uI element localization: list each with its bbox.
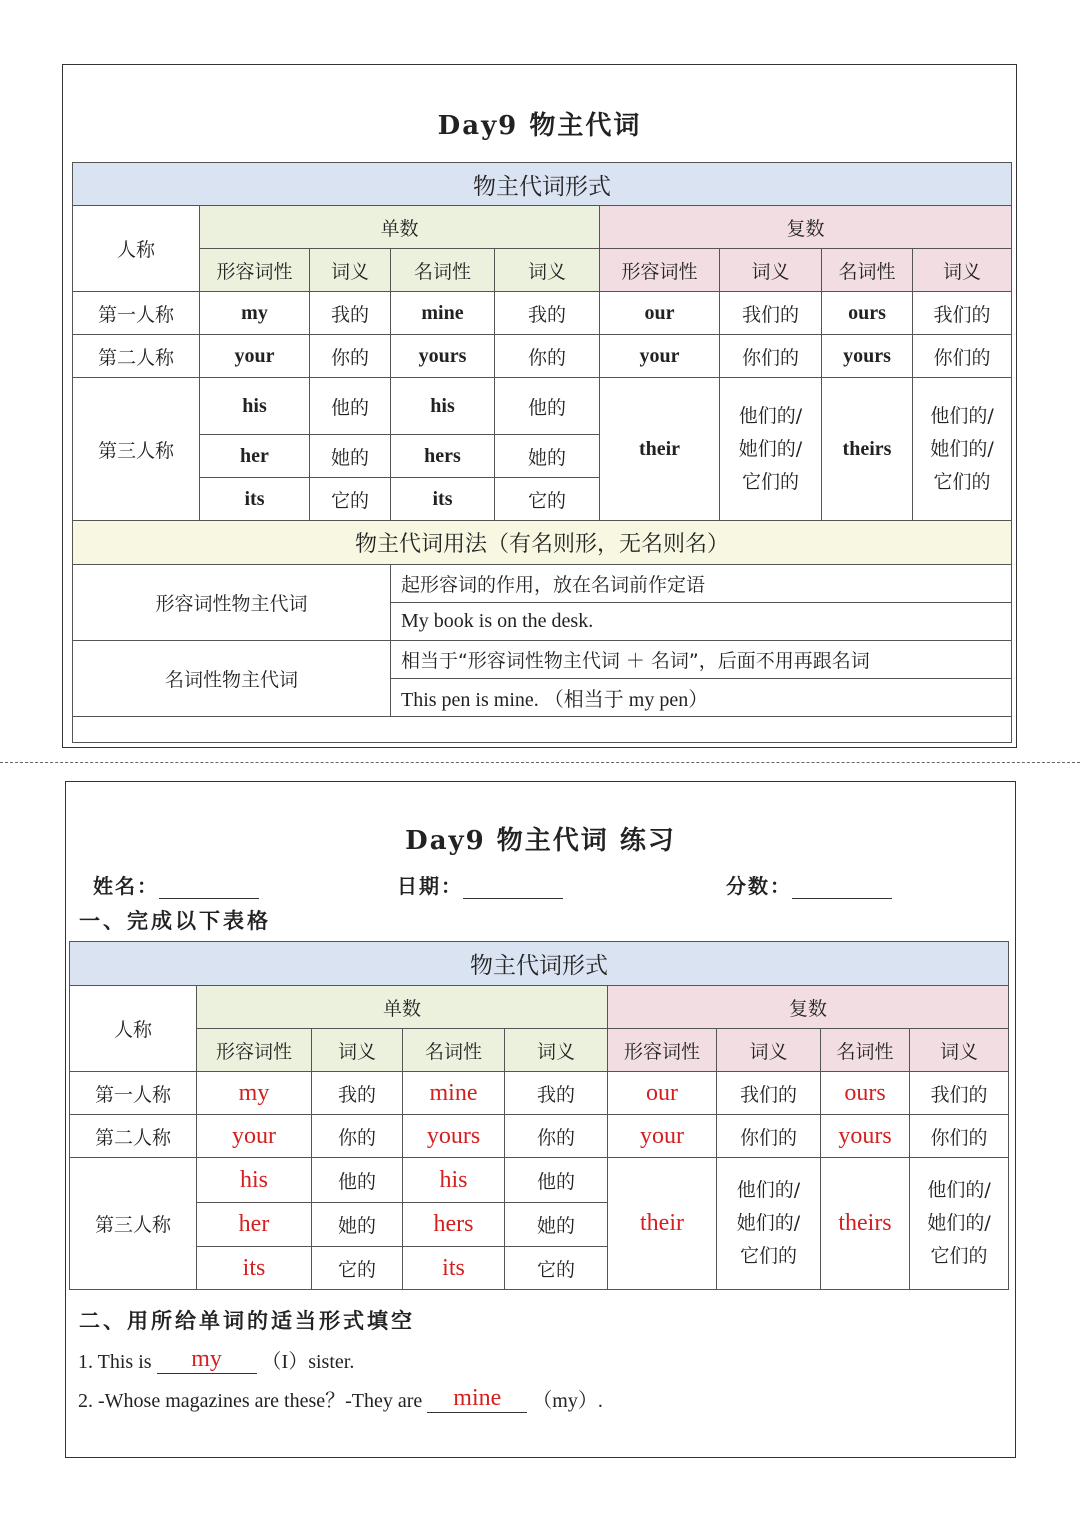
usage-label: 形容词性物主代词 (73, 565, 391, 641)
answer-blank[interactable] (157, 1346, 257, 1374)
usage-line: My book is on the desk. (391, 603, 1012, 641)
person-cell: 第二人称 (73, 335, 200, 378)
person-header: 人称 (70, 986, 197, 1072)
subhead: 名词性 (821, 1029, 910, 1072)
person-cell: 第三人称 (73, 378, 200, 521)
meaning-cell: 他们的/ 她们的/ 它们的 (717, 1158, 821, 1290)
reference-card (62, 64, 1017, 748)
meaning-cell: 它的 (312, 1247, 403, 1290)
question-text: 2. -Whose magazines are these？-They are (78, 1390, 428, 1412)
pronoun-cell: hers (391, 435, 495, 478)
pronoun-cell: her (200, 435, 310, 478)
date-field (397, 870, 563, 899)
meaning-cell: 它的 (505, 1247, 608, 1290)
pronoun-cell: yours (822, 335, 913, 378)
usage-label: 名词性物主代词 (73, 641, 391, 717)
question-1 (78, 1345, 354, 1374)
answer-text: my (191, 1346, 222, 1372)
table-row (70, 1158, 1009, 1203)
table-row (70, 1115, 1009, 1158)
question-text: （my）. (527, 1390, 603, 1412)
pronoun-cell: their (600, 378, 720, 521)
table-row (73, 292, 1012, 335)
meaning-cell: 我们的 (720, 292, 822, 335)
usage-line: 起形容词的作用，放在名词前作定语 (391, 565, 1012, 603)
meaning-cell: 我的 (312, 1072, 403, 1115)
name-field (93, 870, 259, 899)
card-title: Day9 物主代词 练习 (405, 826, 676, 856)
date-input[interactable] (463, 878, 563, 899)
table-row (70, 1072, 1009, 1115)
answer-cell[interactable]: its (403, 1247, 505, 1290)
meaning-cell: 你们的 (720, 335, 822, 378)
pronoun-cell: my (200, 292, 310, 335)
question-text: （I）sister. (256, 1351, 355, 1373)
answer-cell[interactable]: our (608, 1072, 717, 1115)
subhead: 词义 (910, 1029, 1009, 1072)
meaning-cell: 我的 (495, 292, 600, 335)
answer-cell[interactable]: yours (821, 1115, 910, 1158)
answer-cell[interactable]: mine (403, 1072, 505, 1115)
meaning-cell: 你们的 (913, 335, 1012, 378)
meaning-cell: 我的 (310, 292, 391, 335)
answer-cell[interactable]: their (608, 1158, 717, 1290)
person-cell: 第三人称 (70, 1158, 197, 1290)
person-cell: 第一人称 (70, 1072, 197, 1115)
meaning-cell: 你的 (505, 1115, 608, 1158)
meaning-cell: 他们的/ 她们的/ 它们的 (913, 378, 1012, 521)
pronoun-cell: theirs (822, 378, 913, 521)
subhead: 形容词性 (197, 1029, 312, 1072)
pronoun-cell: his (391, 378, 495, 435)
usage-row (73, 641, 1012, 679)
answer-cell[interactable]: my (197, 1072, 312, 1115)
usage-line: 相当于“形容词性物主代词 ＋ 名词”，后面不用再跟名词 (391, 641, 1012, 679)
answer-cell[interactable]: its (197, 1247, 312, 1290)
subhead: 词义 (312, 1029, 403, 1072)
answer-text: mine (453, 1385, 502, 1411)
answer-cell[interactable]: your (608, 1115, 717, 1158)
subhead: 形容词性 (608, 1029, 717, 1072)
pronoun-cell: yours (391, 335, 495, 378)
forms-header: 物主代词形式 (70, 942, 1009, 986)
dashed-divider (0, 762, 1080, 763)
meaning-cell: 她的 (495, 435, 600, 478)
question-2 (78, 1384, 603, 1413)
plural-header: 复数 (608, 986, 1009, 1029)
subhead: 词义 (720, 249, 822, 292)
pronoun-cell: its (200, 478, 310, 521)
meaning-cell: 他的 (495, 378, 600, 435)
subhead: 词义 (505, 1029, 608, 1072)
person-cell: 第二人称 (70, 1115, 197, 1158)
answer-cell[interactable]: hers (403, 1203, 505, 1247)
meaning-cell: 他的 (312, 1158, 403, 1203)
meaning-cell: 你的 (495, 335, 600, 378)
subhead: 形容词性 (200, 249, 310, 292)
usage-header: 物主代词用法（有名则形，无名则名） (73, 521, 1012, 565)
table-row (73, 378, 1012, 435)
usage-row (73, 565, 1012, 603)
meaning-cell: 它的 (310, 478, 391, 521)
subhead: 词义 (913, 249, 1012, 292)
singular-header: 单数 (197, 986, 608, 1029)
answer-cell[interactable]: yours (403, 1115, 505, 1158)
meaning-cell: 我们的 (913, 292, 1012, 335)
card-title: Day9 物主代词 (437, 111, 642, 141)
score-input[interactable] (792, 878, 892, 899)
meaning-cell: 她的 (505, 1203, 608, 1247)
table-row (73, 335, 1012, 378)
plural-header: 复数 (600, 206, 1012, 249)
meaning-cell: 你的 (312, 1115, 403, 1158)
score-field (726, 870, 892, 899)
name-label: 姓名： (93, 874, 159, 898)
meaning-cell: 她的 (312, 1203, 403, 1247)
section-heading: 一、完成以下表格 (79, 909, 271, 933)
meaning-cell: 她的 (310, 435, 391, 478)
meaning-cell: 他的 (310, 378, 391, 435)
forms-header: 物主代词形式 (73, 163, 1012, 206)
subhead: 词义 (717, 1029, 821, 1072)
subhead: 词义 (310, 249, 391, 292)
answer-cell[interactable]: theirs (821, 1158, 910, 1290)
answer-blank[interactable] (427, 1385, 527, 1413)
meaning-cell: 他们的/ 她们的/ 它们的 (910, 1158, 1009, 1290)
pronoun-cell: its (391, 478, 495, 521)
answer-cell[interactable]: his (197, 1158, 312, 1203)
person-cell: 第一人称 (73, 292, 200, 335)
meaning-cell: 你们的 (717, 1115, 821, 1158)
pronoun-cell: mine (391, 292, 495, 335)
subhead: 名词性 (391, 249, 495, 292)
singular-header: 单数 (200, 206, 600, 249)
meaning-cell: 他的 (505, 1158, 608, 1203)
pronoun-cell: our (600, 292, 720, 335)
answer-cell[interactable]: ours (821, 1072, 910, 1115)
pronoun-cell: your (200, 335, 310, 378)
practice-card (65, 781, 1016, 1458)
meaning-cell: 你的 (310, 335, 391, 378)
answer-cell[interactable]: his (403, 1158, 505, 1203)
pronoun-cell: ours (822, 292, 913, 335)
meaning-cell: 它的 (495, 478, 600, 521)
person-header: 人称 (73, 206, 200, 292)
subhead: 形容词性 (600, 249, 720, 292)
subhead: 名词性 (822, 249, 913, 292)
pronoun-cell: his (200, 378, 310, 435)
pronoun-table (72, 162, 1012, 743)
practice-table (69, 941, 1009, 1290)
name-input[interactable] (159, 878, 259, 899)
pronoun-cell: your (600, 335, 720, 378)
meaning-cell: 我们的 (910, 1072, 1009, 1115)
meaning-cell: 你们的 (910, 1115, 1009, 1158)
meaning-cell: 我的 (505, 1072, 608, 1115)
meaning-cell: 我们的 (717, 1072, 821, 1115)
answer-cell[interactable]: your (197, 1115, 312, 1158)
empty-row (73, 717, 1012, 743)
date-label: 日期： (397, 874, 463, 898)
usage-line: This pen is mine. （相当于 my pen） (391, 679, 1012, 717)
subhead: 名词性 (403, 1029, 505, 1072)
subhead: 词义 (495, 249, 600, 292)
answer-cell[interactable]: her (197, 1203, 312, 1247)
question-text: 1. This is (78, 1351, 157, 1373)
score-label: 分数： (726, 874, 792, 898)
section-heading: 二、用所给单词的适当形式填空 (79, 1309, 415, 1333)
meaning-cell: 他们的/ 她们的/ 它们的 (720, 378, 822, 521)
